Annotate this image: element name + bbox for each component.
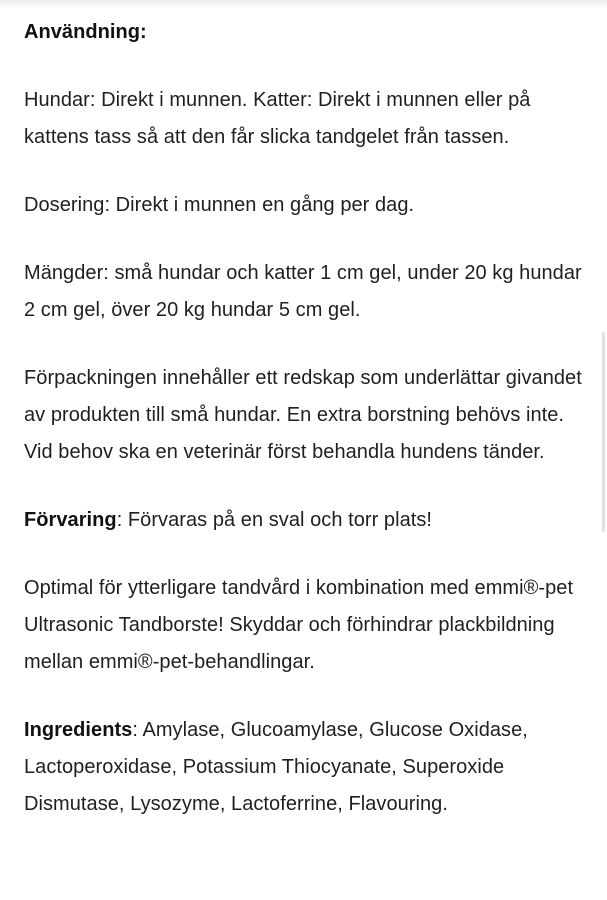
storage-paragraph (24, 502, 584, 539)
scrollbar[interactable] (601, 0, 607, 900)
optimal-paragraph: Optimal för ytterligare tandvård i kombination med emmi®-pet Ultrasonic Tandborste! Skyddar och förhindrar plackbildning mellan emmi®-pet-behandlingar. (24, 577, 574, 673)
usage-paragraph: Hundar: Direkt i munnen. Katter: Direkt i munnen eller på kattens tass så att den får slicka tandgelet från tassen. (24, 89, 531, 148)
ingredients-paragraph (24, 712, 584, 823)
amounts-paragraph: Mängder: små hundar och katter 1 cm gel, under 20 kg hundar 2 cm gel, över 20 kg hundar 5 cm gel. (24, 262, 582, 321)
ingredients-label: Ingredients (24, 719, 133, 741)
storage-text: : Förvaras på en sval och torr plats! (116, 509, 433, 531)
scrollbar-thumb[interactable] (602, 332, 605, 532)
ingredients-text: : Amylase, Glucoamylase, Glucose Oxidase, Lactoperoxidase, Potassium Thiocyanate, Superoxide Dismutase, Lysozyme, Lactoferrine, Flavouring. (24, 719, 528, 815)
top-edge-shadow (0, 0, 607, 8)
dosage-paragraph: Dosering: Direkt i munnen en gång per dag. (24, 194, 415, 216)
storage-label: Förvaring (24, 509, 117, 531)
product-description (24, 14, 584, 854)
usage-heading-text: Användning: (24, 21, 147, 43)
package-paragraph: Förpackningen innehåller ett redskap som underlättar givandet av produkten till små hundar. En extra borstning behövs inte. Vid behov ska en veterinär först behandla hundens tänder. (24, 367, 582, 463)
usage-heading (24, 14, 584, 51)
